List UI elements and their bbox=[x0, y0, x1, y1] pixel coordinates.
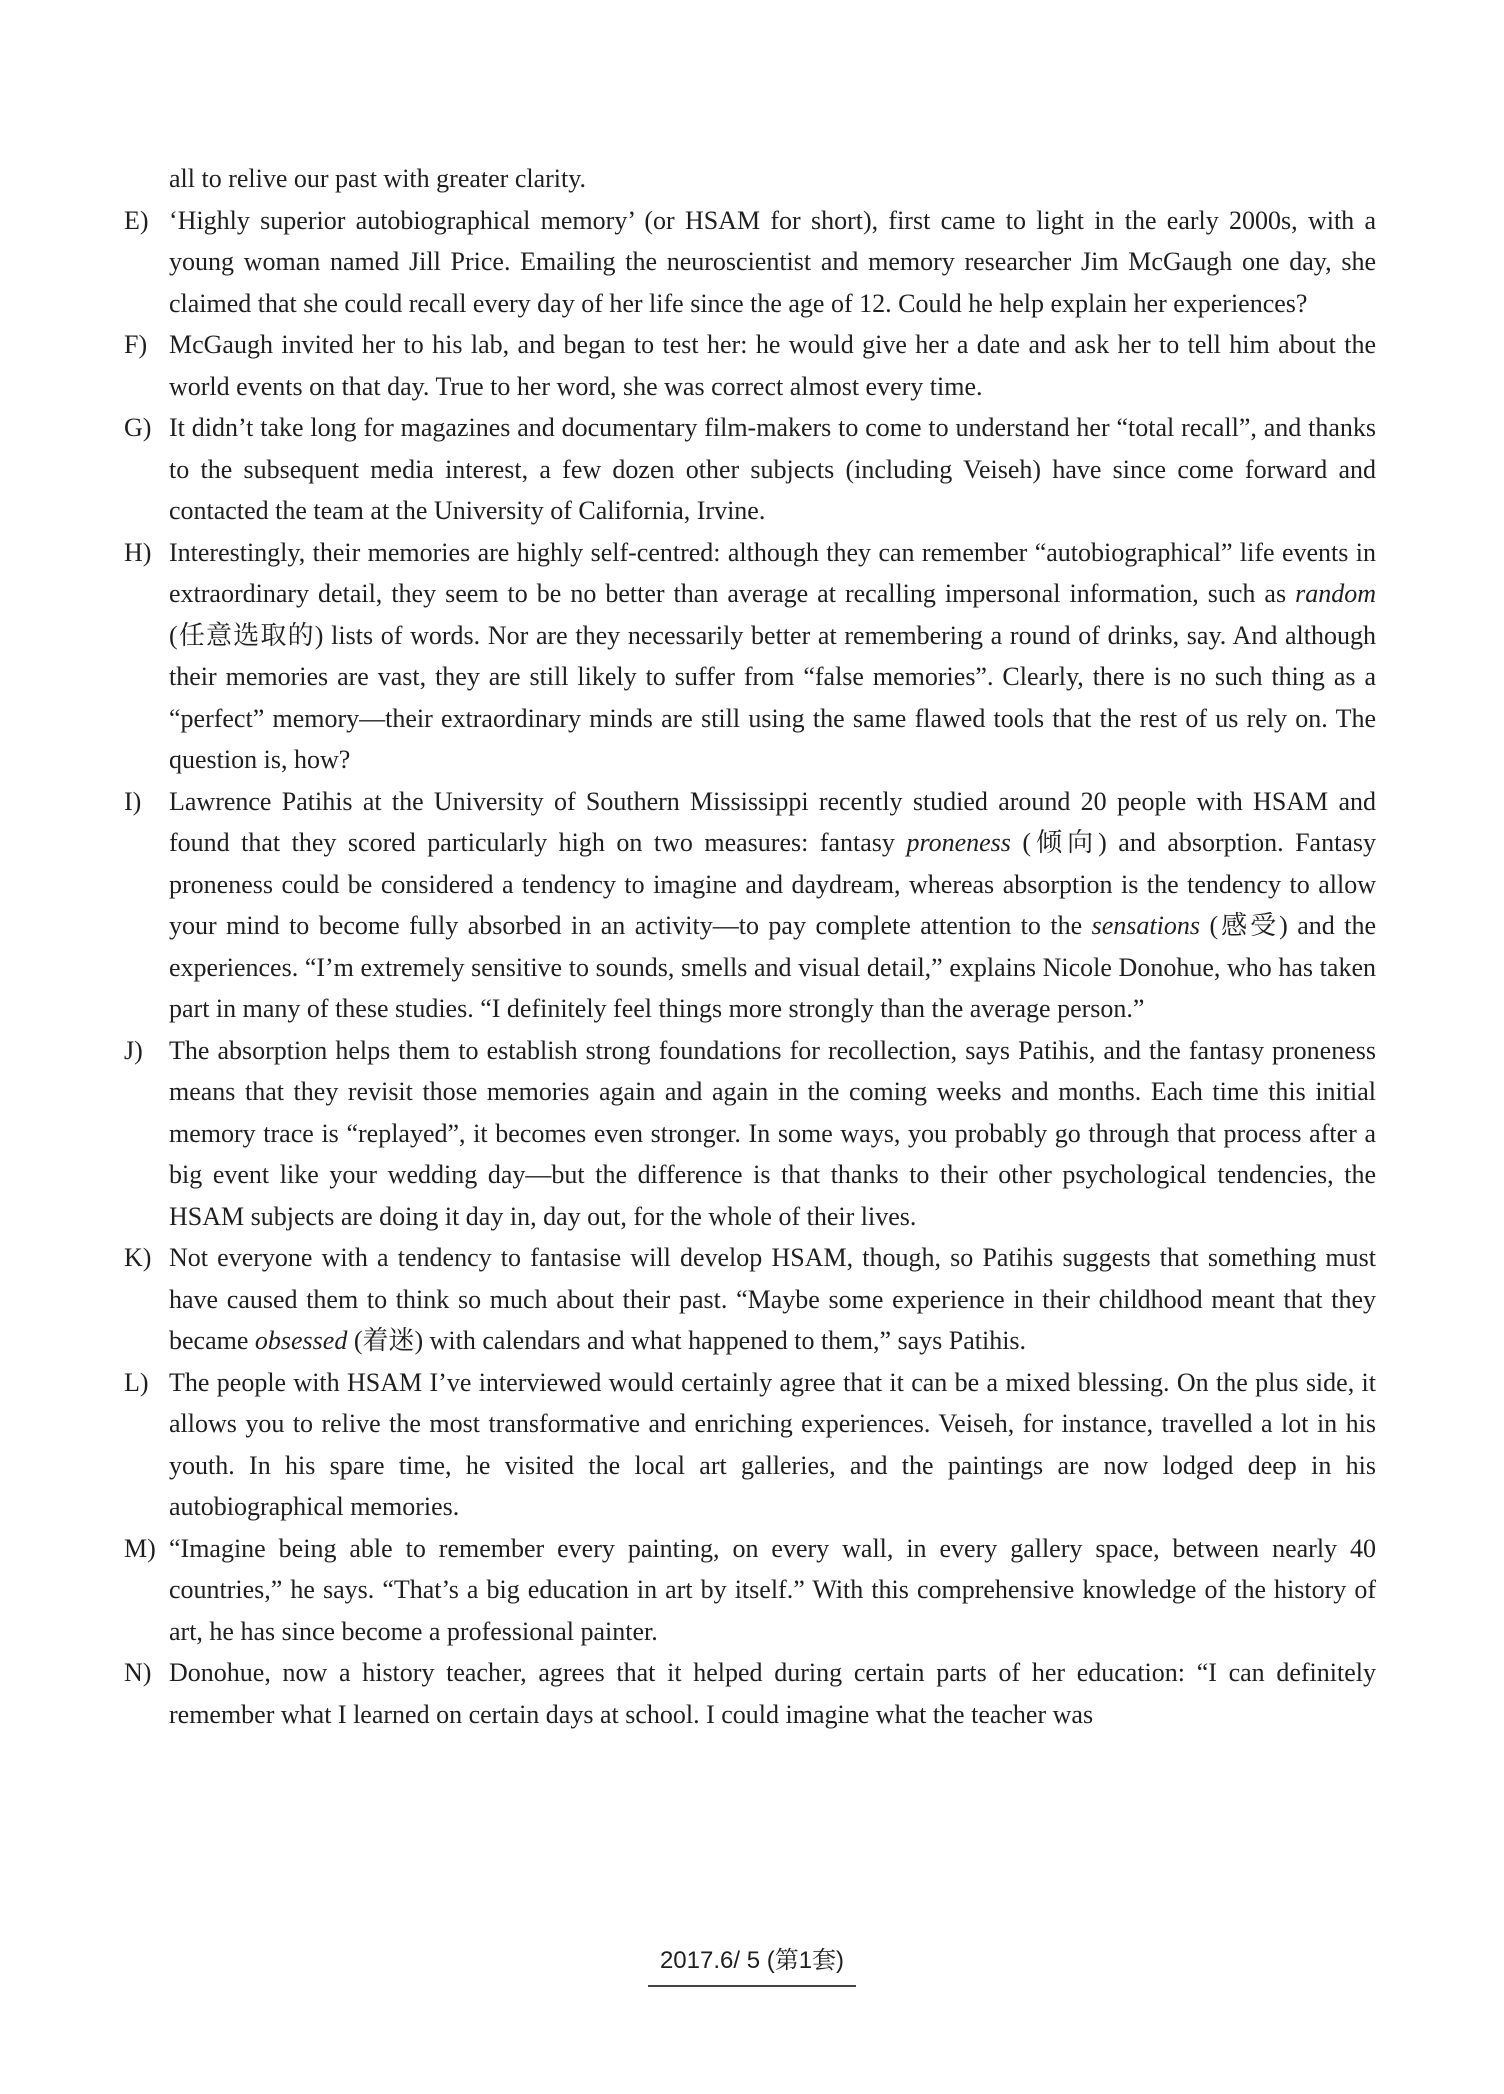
paragraph-label: H) bbox=[124, 537, 152, 567]
text-run: all to relive our past with greater clarity. bbox=[169, 164, 587, 193]
paragraph-text bbox=[169, 1652, 1376, 1735]
paragraph-text bbox=[169, 1237, 1376, 1362]
paragraph-label: I) bbox=[124, 786, 142, 816]
text-run: (着迷) with calendars and what happened to them,” says Patihis. bbox=[347, 1326, 1027, 1355]
paragraph-label: K) bbox=[124, 1243, 152, 1272]
text-run: ‘Highly superior autobiographical memory’ (or HSAM for short), first came to light in the early 2000s, with a young woman named Jill Price. Emailing the neuroscientist and memory researcher Jim McGaugh one day, she claimed that she could recall every day of her life since the age of 12. Could he help explain her experiences? bbox=[169, 205, 1376, 318]
paragraph-label: E) bbox=[124, 205, 149, 235]
text-run: “Imagine being able to remember every painting, on every wall, in every gallery space, between nearly 40 countries,” he says. “That’s a big education in art by itself.” With this comprehensive knowledge of the history of art, he has since become a professional painter. bbox=[169, 1533, 1376, 1646]
paragraph-text bbox=[169, 532, 1376, 781]
paragraph bbox=[124, 781, 1376, 1030]
page-footer bbox=[0, 1940, 1504, 1987]
text-run: Not everyone with a tendency to fantasise will develop HSAM, though, so Patihis suggests that something must have caused them to think so much about their past. “Maybe some experience in their childhood meant that they became bbox=[169, 1243, 1376, 1355]
paragraph-label: L) bbox=[124, 1367, 149, 1397]
paragraph-text bbox=[169, 200, 1376, 325]
reading-passage bbox=[124, 158, 1376, 1735]
text-run: Interestingly, their memories are highly self-centred: although they can remember “autobiographical” life events in extraordinary detail, they seem to be no better than average at recalling impersonal information, such as bbox=[169, 537, 1376, 608]
paragraph bbox=[124, 324, 1376, 407]
paragraph bbox=[124, 1237, 1376, 1362]
text-run: Donohue, now a history teacher, agrees that it helped during certain parts of her education: “I can definitely remember what I learned on certain days at school. I could imagine what the teacher was bbox=[169, 1658, 1376, 1729]
text-run: (感受) and the experiences. “I’m extremely sensitive to sounds, smells and visual detail,” explains Nicole Donohue, who has taken part in many of these studies. “I definitely feel things more strongly than the average person.” bbox=[169, 911, 1376, 1023]
paragraph-label: J) bbox=[124, 1035, 143, 1065]
glossed-term: proneness bbox=[906, 828, 1011, 857]
paragraph bbox=[124, 158, 1376, 200]
paragraph bbox=[124, 1362, 1376, 1528]
paragraph-text bbox=[169, 407, 1376, 532]
text-run: The absorption helps them to establish strong foundations for recollection, says Patihis, and the fantasy proneness means that they revisit those memories again and again in the coming weeks and months. Each time this initial memory trace is “replayed”, it becomes even stronger. In some ways, you probably go through that process after a big event like your wedding day—but the difference is that thanks to their other psychological tendencies, the HSAM subjects are doing it day in, day out, for the whole of their lives. bbox=[169, 1035, 1376, 1231]
text-run: (倾向) and absorption. Fantasy proneness could be considered a tendency to imagine and daydream, whereas absorption is the tendency to allow your mind to become fully absorbed in an activity—to pay complete attention to the bbox=[169, 828, 1376, 940]
glossed-term: random bbox=[1295, 579, 1376, 608]
text-run: It didn’t take long for magazines and documentary film-makers to come to understand her “total recall”, and thanks to the subsequent media interest, a few dozen other subjects (including Veiseh) have since come forward and contacted the team at the University of California, Irvine. bbox=[169, 413, 1376, 525]
paragraph bbox=[124, 1528, 1376, 1653]
paragraph bbox=[124, 1030, 1376, 1238]
paragraph-label: G) bbox=[124, 413, 152, 442]
paragraph bbox=[124, 532, 1376, 781]
glossed-term: sensations bbox=[1091, 911, 1200, 940]
text-run: The people with HSAM I’ve interviewed would certainly agree that it can be a mixed blessing. On the plus side, it allows you to relive the most transformative and enriching experiences. Veiseh, for instance, travelled a lot in his youth. In his spare time, he visited the local art galleries, and the paintings are now lodged deep in his autobiographical memories. bbox=[169, 1367, 1376, 1521]
paragraph-label: N) bbox=[124, 1658, 152, 1687]
text-run: (任意选取的) lists of words. Nor are they necessarily better at remembering a round of drinks, say. And although their memories are vast, they are still likely to suffer from “false memories”. Clearly, there is no such thing as a “perfect” memory—their extraordinary minds are still using the same flawed tools that the rest of us rely on. The question is, how? bbox=[169, 620, 1376, 774]
paragraph bbox=[124, 1652, 1376, 1735]
paragraph-text bbox=[169, 1030, 1376, 1238]
paragraph bbox=[124, 407, 1376, 532]
footer-page-number: 2017.6/ 5 (第1套) bbox=[648, 1940, 856, 1987]
paragraph-label: M) bbox=[124, 1533, 156, 1563]
text-run: Lawrence Patihis at the University of Southern Mississippi recently studied around 20 people with HSAM and found that they scored particularly high on two measures: fantasy bbox=[169, 786, 1376, 857]
paragraph-text bbox=[169, 1362, 1376, 1528]
glossed-term: obsessed bbox=[254, 1326, 348, 1355]
paragraph bbox=[124, 200, 1376, 325]
paragraph-text bbox=[169, 158, 1376, 200]
paragraph-text bbox=[169, 1528, 1376, 1653]
paragraph-label: F) bbox=[124, 330, 148, 359]
paragraph-text bbox=[169, 781, 1376, 1030]
text-run: McGaugh invited her to his lab, and began to test her: he would give her a date and ask her to tell him about the world events on that day. True to her word, she was correct almost every time. bbox=[169, 330, 1376, 401]
paragraph-text bbox=[169, 324, 1376, 407]
